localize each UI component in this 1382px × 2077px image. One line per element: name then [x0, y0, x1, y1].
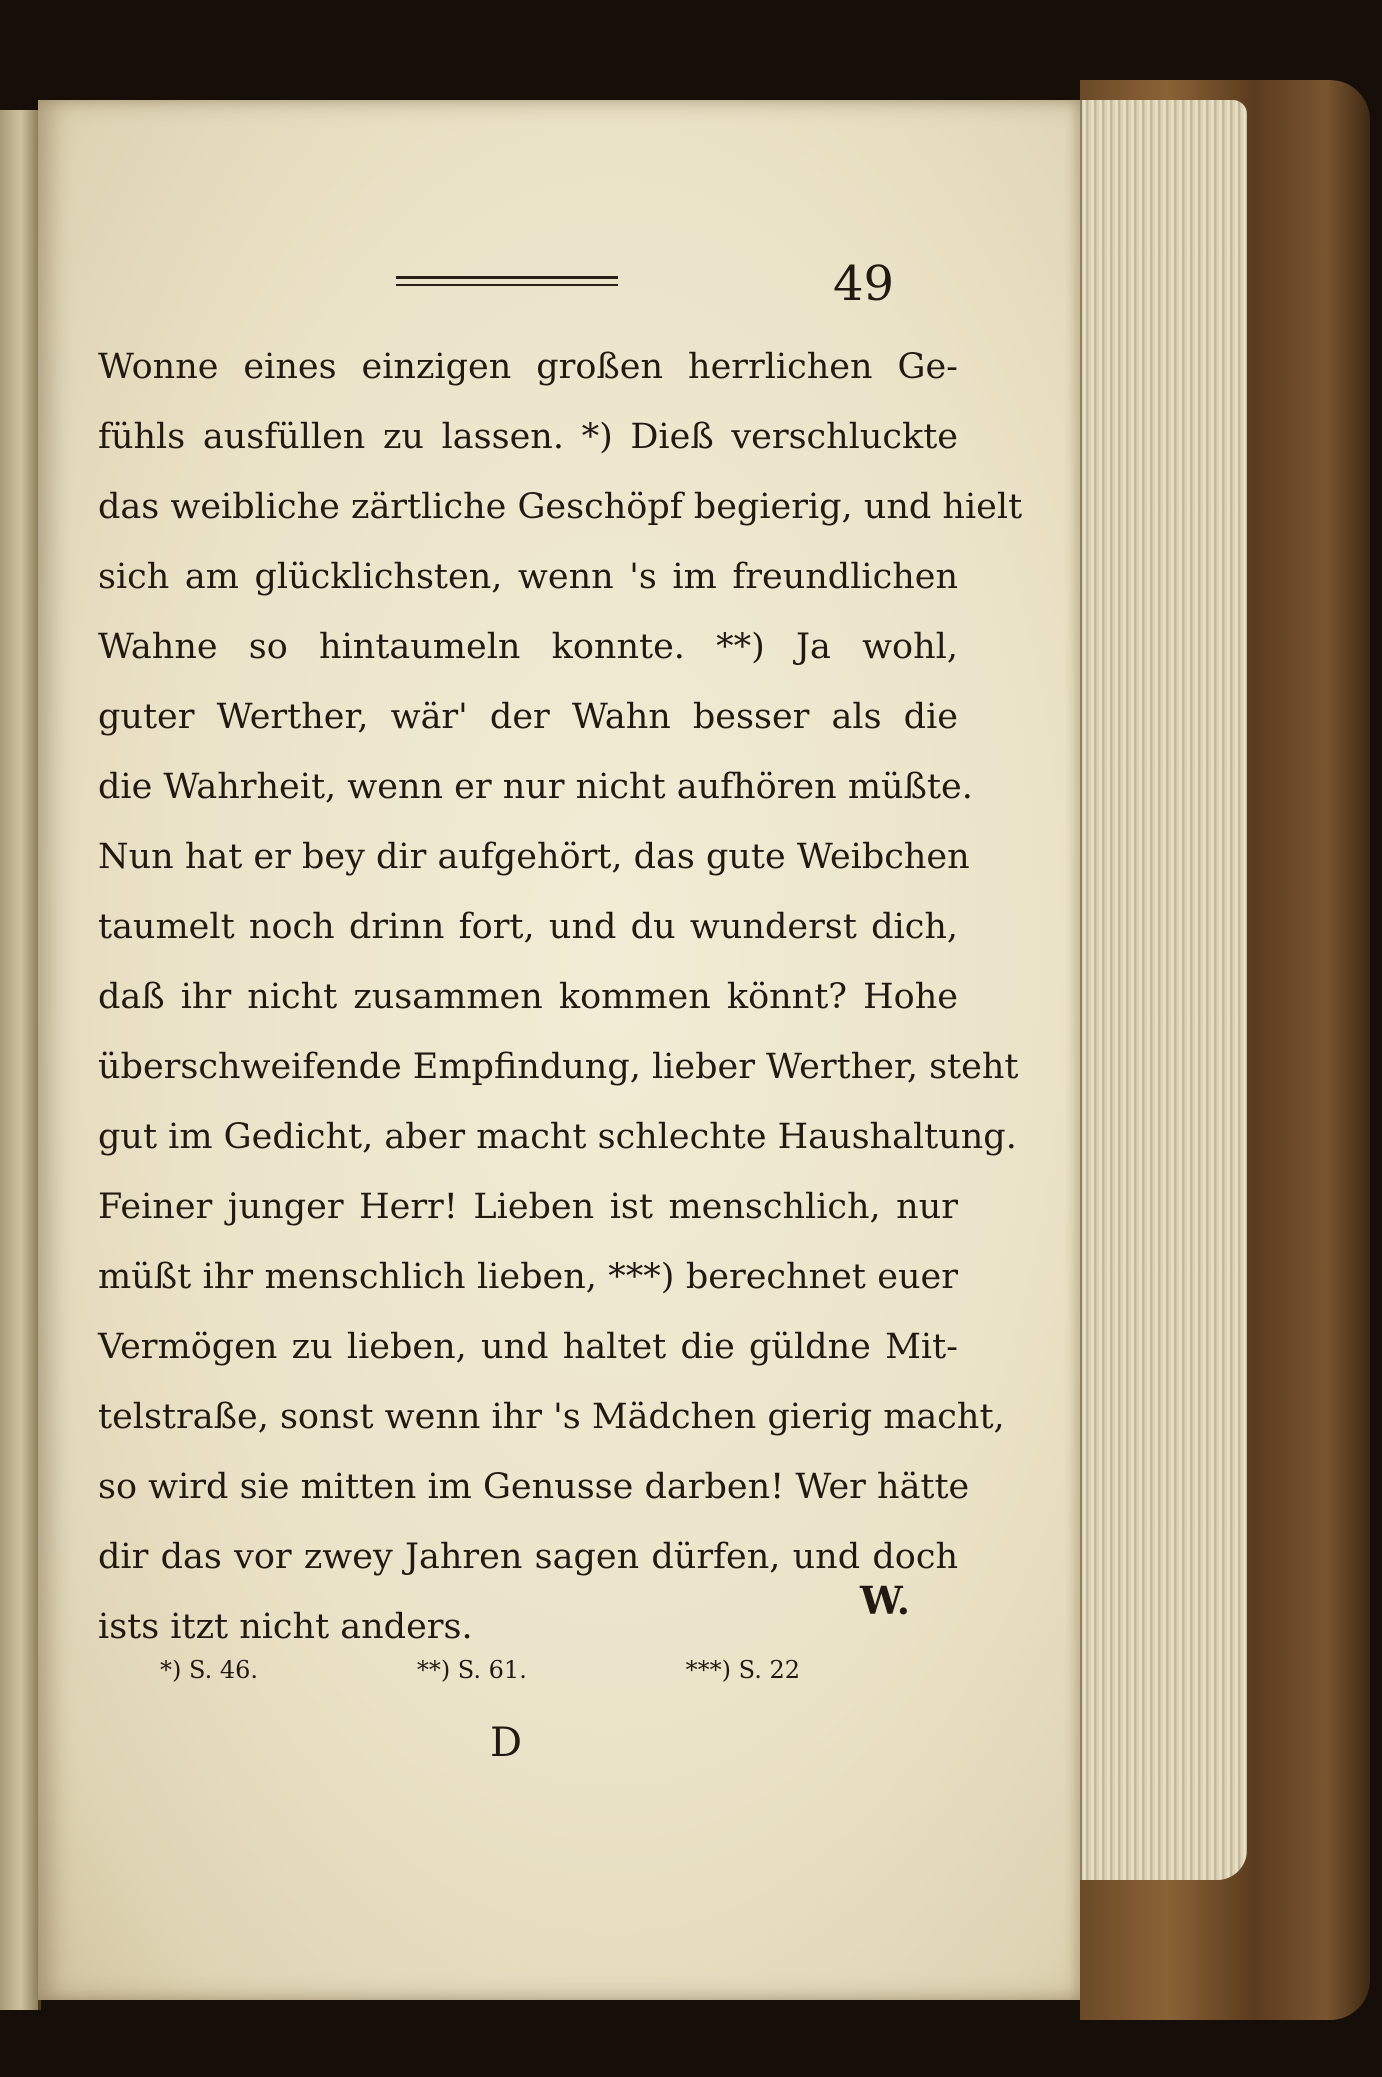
- page-edges: [1080, 100, 1247, 1880]
- text-line: Vermögen zu lieben, und haltet die güldne Mit-: [98, 1327, 958, 1367]
- text-line: die Wahrheit, wenn er nur nicht aufhören müßte.: [98, 767, 973, 807]
- text-line: müßt ihr menschlich lieben, ***) berechnet euer: [98, 1257, 958, 1297]
- footnote: ***) S. 22: [685, 1656, 800, 1684]
- text-line: daß ihr nicht zusammen kommen könnt? Hohe: [98, 977, 958, 1017]
- text-line: dir das vor zwey Jahren sagen dürfen, und doch: [98, 1537, 958, 1577]
- header-rule: [396, 276, 618, 286]
- body-text: [98, 332, 1023, 1662]
- footnote: *) S. 46.: [160, 1656, 259, 1684]
- text-line: so wird sie mitten im Genusse darben! Wer hätte: [98, 1467, 970, 1507]
- text-line: guter Werther, wär' der Wahn besser als die: [98, 697, 958, 737]
- facing-page-edge: [0, 110, 41, 2010]
- text-line: telstraße, sonst wenn ihr 's Mädchen gierig macht,: [98, 1397, 1005, 1437]
- text-line: Feiner junger Herr! Lieben ist menschlich, nur: [98, 1187, 958, 1227]
- text-line: überschweifende Empfindung, lieber Werther, steht: [98, 1047, 1019, 1087]
- text-line: gut im Gedicht, aber macht schlechte Haushaltung.: [98, 1117, 1017, 1157]
- page-number: 49: [833, 256, 895, 312]
- text-line: Wonne eines einzigen großen herrlichen Ge-: [98, 347, 958, 387]
- footnote: **) S. 61.: [416, 1656, 527, 1684]
- text-line: Wahne so hintaumeln konnte. **) Ja wohl,: [98, 627, 958, 667]
- footnotes: [160, 1656, 800, 1684]
- text-line: Nun hat er bey dir aufgehört, das gute Weibchen: [98, 837, 970, 877]
- text-line: das weibliche zärtliche Geschöpf begierig, und hielt: [98, 487, 1023, 527]
- author-signature: W.: [860, 1578, 910, 1623]
- text-line: fühls ausfüllen zu lassen. *) Dieß verschluckte: [98, 417, 958, 457]
- text-line: ists itzt nicht anders.: [98, 1607, 473, 1647]
- book-page: [38, 100, 1080, 2000]
- text-line: taumelt noch drinn fort, und du wunderst dich,: [98, 907, 958, 947]
- printer-signature-mark: D: [490, 1720, 523, 1766]
- text-line: sich am glücklichsten, wenn 's im freundlichen: [98, 557, 958, 597]
